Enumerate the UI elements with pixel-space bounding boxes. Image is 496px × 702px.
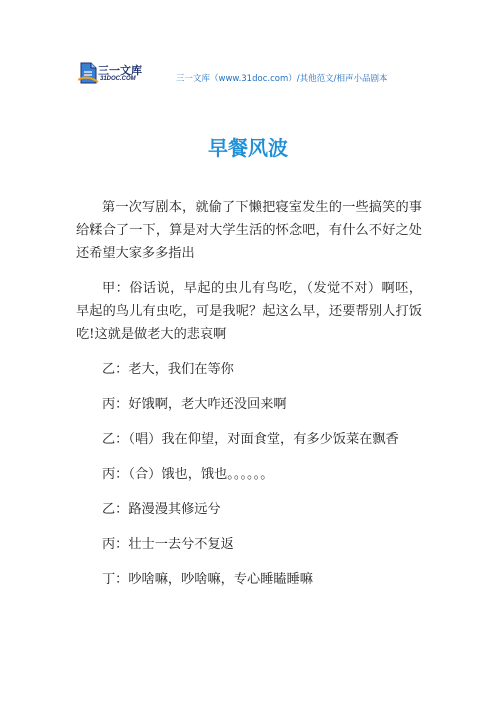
page-header: [78, 60, 438, 92]
logo-subtext: 31DOC.COM: [100, 76, 136, 82]
paragraph-line: 乙：路漫漫其修远兮: [102, 502, 221, 517]
document-title: 早餐风波: [208, 136, 288, 160]
paragraph-line: 丁：吵啥嘛，吵啥嘛，专心睡瞌睡嘛: [102, 572, 313, 587]
paragraph-line: 甲：俗话说，早起的虫儿有鸟吃，（发觉不对）啊呸，早起的鸟儿有虫吃，可是我呢？起这么早，还要帮别人打饭吃!这就是做老大的悲哀啊: [76, 281, 422, 342]
paragraph-line: 丙：好饿啊，老大咋还没回来啊: [102, 397, 287, 412]
header-breadcrumb-link[interactable]: 三一文库（www.31doc.com）/其他范文/相声小品剧本: [176, 74, 388, 84]
logo-mark-icon: [78, 60, 100, 86]
paragraph-line: 丙：壮士一去兮不复返: [102, 537, 234, 552]
logo-text: 三一文库: [98, 65, 142, 77]
paragraph-line: 乙：老大，我们在等你: [102, 362, 234, 377]
document-body: [76, 196, 422, 603]
paragraph-line: 丙：（合）饿也，饿也。。。。。。: [102, 467, 274, 482]
site-logo[interactable]: [78, 60, 174, 90]
paragraph-intro: 第一次写剧本，就偷了下懒把寝室发生的一些搞笑的事给糅合了一下，算是对大学生活的怀念吧，有什么不好之处还希望大家多多指出: [76, 200, 422, 261]
paragraph-line: 乙：（唱）我在仰望，对面食堂，有多少饭菜在飘香: [102, 432, 399, 447]
